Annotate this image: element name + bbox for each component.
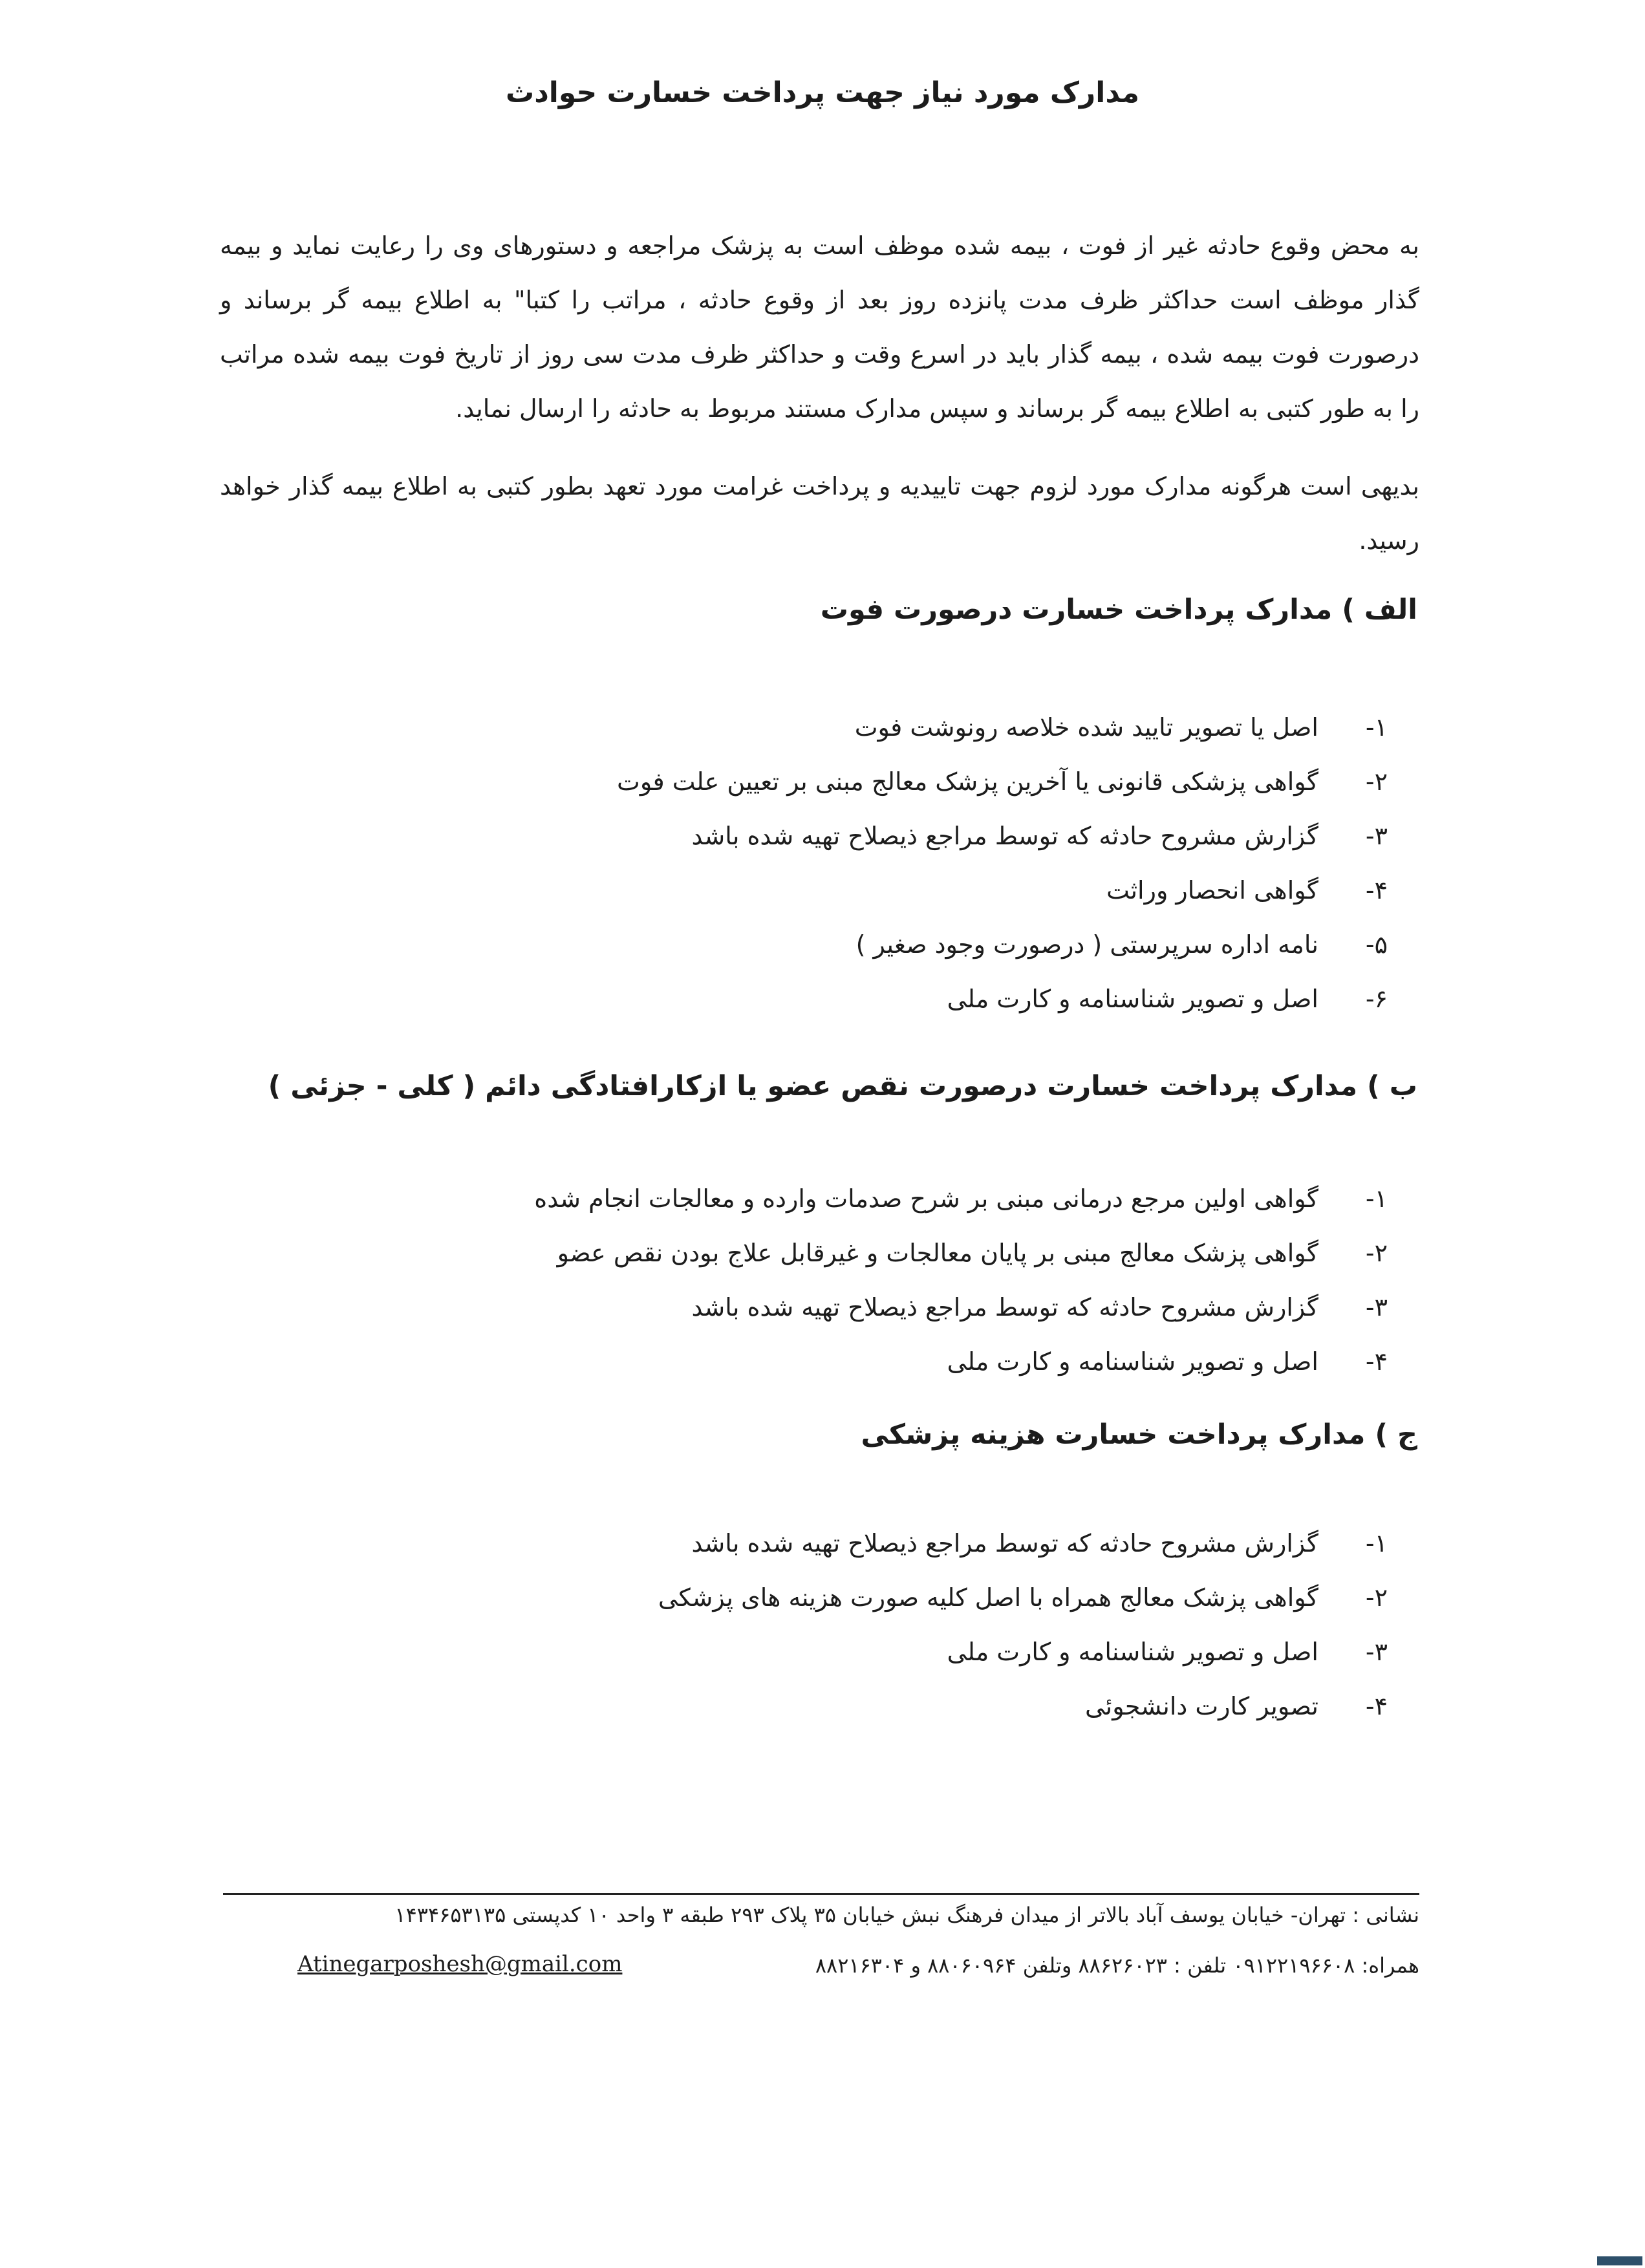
list-item: [0, 1516, 1645, 1570]
list-item: [0, 809, 1645, 863]
section-heading-disability: ب ) مدارک پرداخت خسارت درصورت نقص عضو یا ازکارافتادگی دائم ( کلی - جزئی ): [268, 1070, 1417, 1102]
item-number: ۶-: [1365, 985, 1388, 1013]
item-text: گواهی انحصار وراثت: [1106, 876, 1318, 904]
list-item: [0, 1280, 1645, 1334]
item-text: اصل یا تصویر تایید شده خلاصه رونوشت فوت: [854, 713, 1318, 742]
item-number: ۴-: [1365, 876, 1388, 904]
list-item: [0, 863, 1645, 917]
item-text: گزارش مشروح حادثه که توسط مراجع ذیصلاح تهیه شده باشد: [691, 1293, 1318, 1321]
list-item: [0, 917, 1645, 972]
item-number: ۳-: [1365, 1293, 1388, 1321]
item-text: اصل و تصویر شناسنامه و کارت ملی: [947, 985, 1318, 1013]
item-number: ۳-: [1365, 1638, 1388, 1666]
footer-email-link[interactable]: Atinegarposhesh@gmail.com: [297, 1951, 623, 1977]
item-text: گواهی پزشکی قانونی یا آخرین پزشک معالج مبنی بر تعیین علت فوت: [617, 767, 1318, 796]
list-item: [0, 1171, 1645, 1226]
item-text: تصویر کارت دانشجوئی: [1084, 1692, 1318, 1720]
section-heading-medical: ج ) مدارک پرداخت خسارت هزینه پزشکی: [861, 1418, 1417, 1451]
item-number: ۲-: [1365, 1239, 1388, 1267]
document-title: مدارک مورد نیاز جهت پرداخت خسارت حوادث: [505, 76, 1139, 109]
footer-address: نشانی : تهران- خیابان یوسف آباد بالاتر از میدان فرهنگ نبش خیابان ۳۵ پلاک ۲۹۳ طبقه ۳ واحد ۱۰ کدپستی ۱۴۳۴۶۵۳۱۳۵: [394, 1903, 1419, 1927]
item-text: اصل و تصویر شناسنامه و کارت ملی: [947, 1347, 1318, 1376]
item-text: گزارش مشروح حادثه که توسط مراجع ذیصلاح تهیه شده باشد: [691, 822, 1318, 850]
footer-contact: همراه: ۰۹۱۲۲۱۹۶۶۰۸ تلفن : ۸۸۶۲۶۰۲۳ وتلفن ۸۸۰۶۰۹۶۴ و ۸۸۲۱۶۳۰۴: [815, 1953, 1419, 1978]
item-text: گواهی اولین مرجع درمانی مبنی بر شرح صدمات وارده و معالجات انجام شده: [534, 1184, 1318, 1213]
item-number: ۲-: [1365, 1583, 1388, 1612]
footer-divider: [223, 1893, 1419, 1895]
item-text: گزارش مشروح حادثه که توسط مراجع ذیصلاح تهیه شده باشد: [691, 1529, 1318, 1557]
list-item: [0, 1334, 1645, 1389]
list-item: [0, 1226, 1645, 1280]
list-item: [0, 700, 1645, 754]
list-item: [0, 1625, 1645, 1679]
item-number: ۵-: [1365, 930, 1388, 959]
item-number: ۱-: [1365, 1529, 1388, 1557]
list-item: [0, 972, 1645, 1026]
corner-watermark-tag: [1597, 2256, 1642, 2265]
section-heading-death: الف ) مدارک پرداخت خسارت درصورت فوت: [820, 594, 1417, 626]
item-text: گواهی پزشک معالج همراه با اصل کلیه صورت هزینه های پزشکی: [658, 1583, 1318, 1612]
list-item: [0, 754, 1645, 809]
item-number: ۴-: [1365, 1347, 1388, 1376]
notice-paragraph: بدیهی است هرگونه مدارک مورد لزوم جهت تاییدیه و پرداخت غرامت مورد تعهد بطور کتبی به اطلاع بیمه گذار خواهد رسید.: [220, 472, 1419, 555]
item-number: ۱-: [1365, 1184, 1388, 1213]
item-text: اصل و تصویر شناسنامه و کارت ملی: [947, 1638, 1318, 1666]
item-number: ۱-: [1365, 713, 1388, 742]
intro-paragraph: به محض وقوع حادثه غیر از فوت ، بیمه شده موظف است به پزشک مراجعه و دستورهای وی را رعایت نماید و بیمه گذار موظف است حداکثر ظرف مدت پانزده روز بعد از وقوع حادثه ، مراتب را کتبا" به اطلاع بیمه گر برساند و درصورت فوت بیمه شده ، بیمه گذار باید در اسرع وقت و حداکثر ظرف مدت سی روز از تاریخ فوت بیمه شده مراتب را به طور کتبی به اطلاع بیمه گر برساند و سپس مدارک مستند مربوط به حادثه را ارسال نماید.: [220, 231, 1419, 423]
list-item: [0, 1570, 1645, 1625]
item-number: ۳-: [1365, 822, 1388, 850]
item-number: ۴-: [1365, 1692, 1388, 1720]
item-number: ۲-: [1365, 767, 1388, 796]
list-item: [0, 1679, 1645, 1733]
item-text: نامه اداره سرپرستی ( درصورت وجود صغیر ): [855, 930, 1318, 959]
item-text: گواهی پزشک معالج مبنی بر پایان معالجات و غیرقابل علاج بودن نقص عضو: [557, 1239, 1318, 1267]
